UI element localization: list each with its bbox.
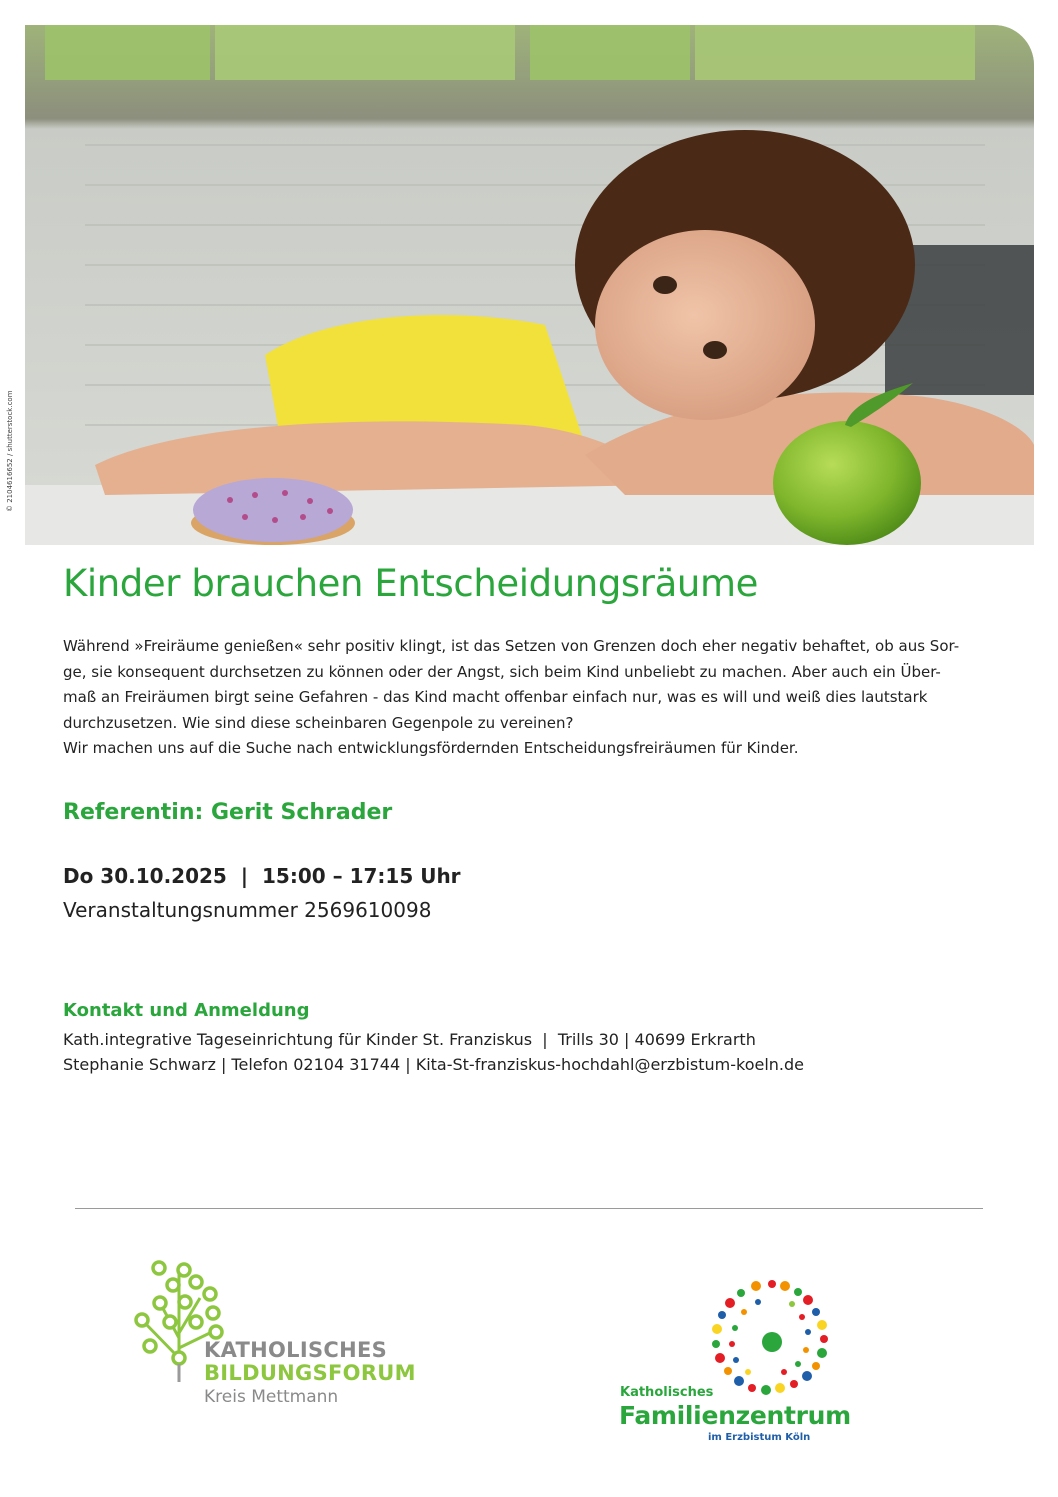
- intro-line: Während »Freiräume genießen« sehr positiv klingt, ist das Setzen von Grenzen doch eher negativ behaftet, ob aus Sor-: [63, 637, 960, 655]
- intro-text: [63, 634, 968, 762]
- contact-heading: Kontakt und Anmeldung: [63, 1000, 310, 1021]
- event-date-time: Do 30.10.2025 | 15:00 – 17:15 Uhr: [63, 864, 461, 888]
- contact-address: Kath.integrative Tageseinrichtung für Kinder St. Franziskus | Trills 30 | 40699 Erkrarth: [63, 1030, 756, 1049]
- page-title: Kinder brauchen Entscheidungsräume: [63, 562, 758, 605]
- photo-illustration: [25, 25, 1034, 545]
- dot-ring-icon: [690, 1272, 840, 1402]
- bildungsforum-name-line2: BILDUNGSFORUM: [204, 1361, 416, 1385]
- familienzentrum-logo: [690, 1272, 840, 1402]
- contact-person: Stephanie Schwarz | Telefon 02104 31744 | Kita-St-franziskus-hochdahl@erzbistum-koeln.de: [63, 1055, 804, 1074]
- contact-block: [63, 1027, 804, 1077]
- photo-credit: © 2104616652 / shutterstock.com: [6, 390, 14, 512]
- bildungsforum-name-line1: KATHOLISCHES: [204, 1338, 388, 1362]
- intro-line: durchzusetzen. Wie sind diese scheinbaren Gegenpole zu vereinen?: [63, 713, 574, 732]
- header-photo: [25, 25, 1034, 545]
- familienzentrum-name-line1: Katholisches: [620, 1385, 714, 1400]
- intro-line: Wir machen uns auf die Suche nach entwicklungsfördernden Entscheidungsfreiräumen für Kinder.: [63, 739, 799, 757]
- intro-line: maß an Freiräumen birgt seine Gefahren - das Kind macht offenbar einfach nur, was es will und weiß dies lautstark: [63, 688, 928, 706]
- familienzentrum-name-line3: im Erzbistum Köln: [708, 1432, 811, 1443]
- bildungsforum-region: Kreis Mettmann: [204, 1387, 339, 1407]
- speaker-heading: Referentin: Gerit Schrader: [63, 800, 393, 825]
- event-number: Veranstaltungsnummer 2569610098: [63, 898, 432, 922]
- familienzentrum-name-line2: Familienzentrum: [619, 1401, 851, 1430]
- divider: [75, 1208, 983, 1209]
- intro-line: ge, sie konsequent durchsetzen zu können oder der Angst, sich beim Kind unbeliebt zu machen. Aber auch ein Über-: [63, 662, 941, 681]
